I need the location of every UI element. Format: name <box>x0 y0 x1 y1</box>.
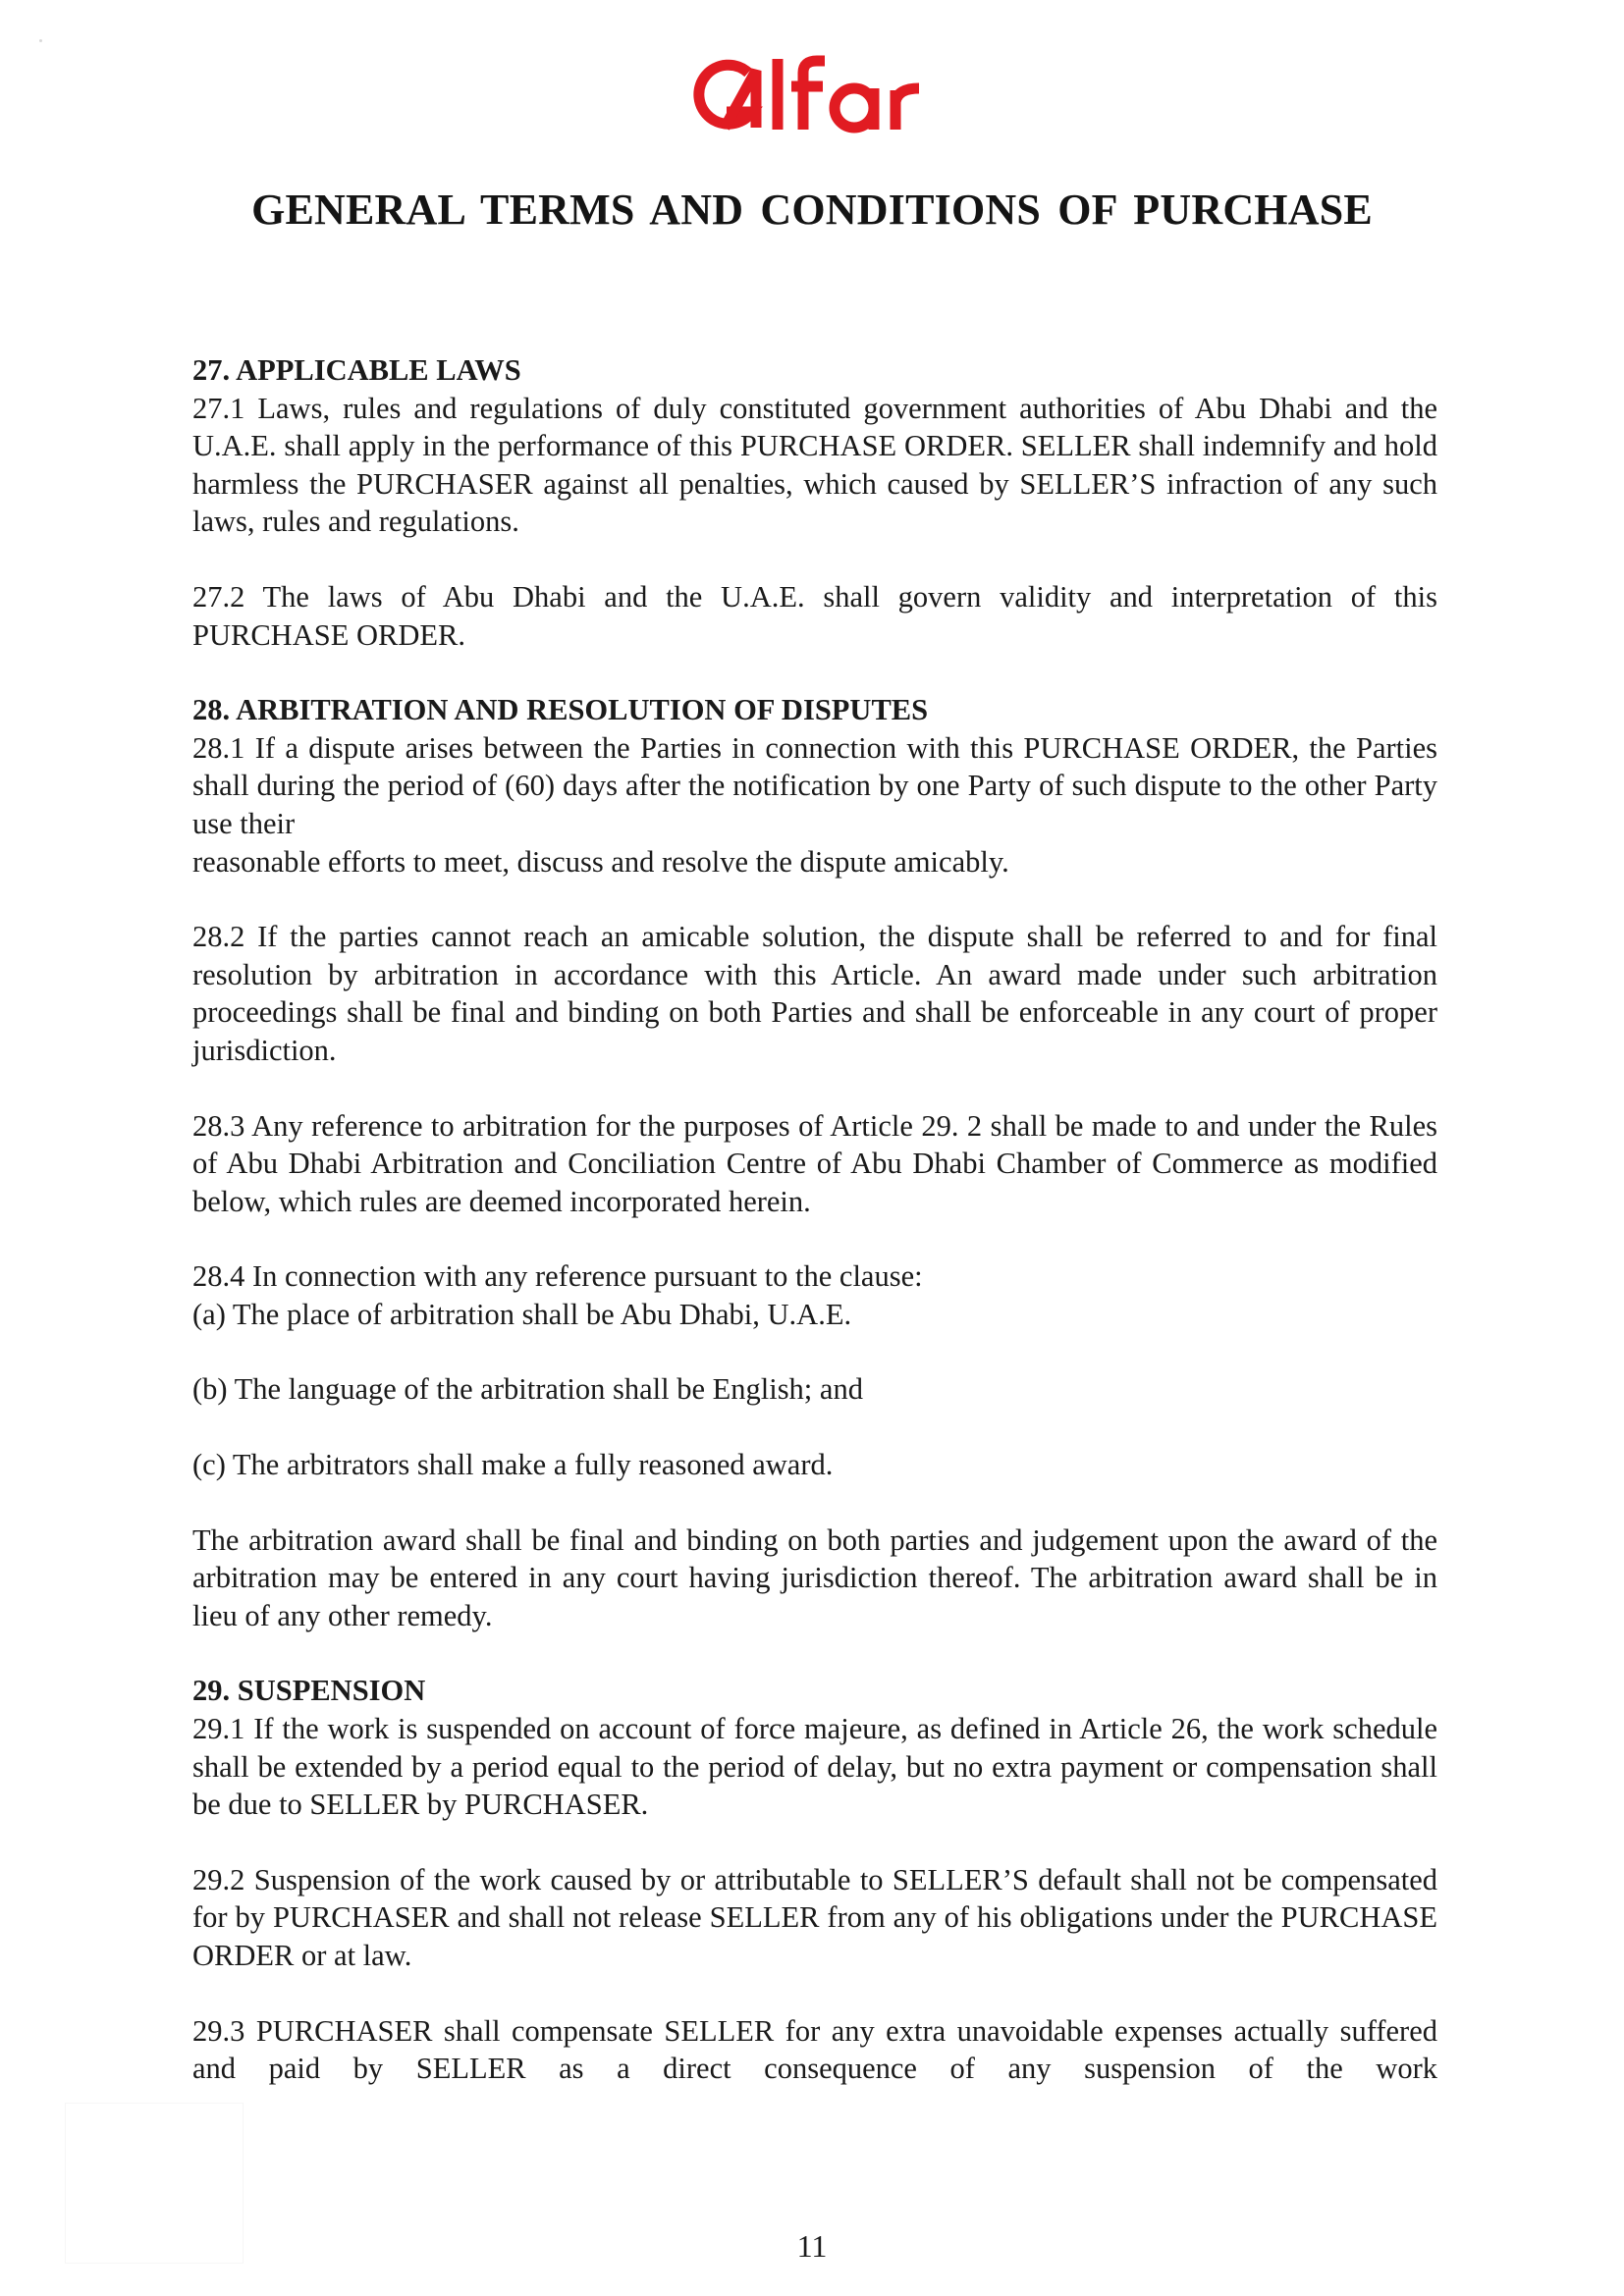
clause-28-1-continued: reasonable efforts to meet, discuss and resolve the dispute amicably. <box>192 844 1009 879</box>
galfar-logo-icon <box>687 51 943 139</box>
clause-28-1: 28.1 If a dispute arises between the Parties in connection with this PURCHASE ORDER, the Parties shall during the period of (60) days after the notification by one Party of such dispute to the other Party use their <box>192 730 1437 840</box>
document-body <box>192 351 1437 2088</box>
page-number: 11 <box>796 2228 828 2264</box>
clause-28-2: 28.2 If the parties cannot reach an amicable solution, the dispute shall be referred to and for final resolution by arbitration in accordance with this Article. An award made under such arbitration proceedings shall be final and binding on both Parties and shall be enforceable in any court of proper jurisdiction. <box>192 920 1437 1067</box>
galfar-logo <box>687 51 943 139</box>
clause-29-2: 29.2 Suspension of the work caused by or attributable to SELLER’S default shall not be compensated for by PURCHASER and shall not release SELLER from any of his obligations under the PURCHASE ORDER or at law. <box>192 1862 1437 1972</box>
section-28-heading: 28. ARBITRATION AND RESOLUTION OF DISPUTES <box>192 693 929 727</box>
clause-28-3: 28.3 Any reference to arbitration for the purposes of Article 29. 2 shall be made to and under the Rules of Abu Dhabi Arbitration and Conciliation Centre of Abu Dhabi Chamber of Commerce as modified below, which rules are deemed incorporated herein. <box>192 1108 1437 1218</box>
clause-27-2: 27.2 The laws of Abu Dhabi and the U.A.E. shall govern validity and interpretation of this PURCHASE ORDER. <box>192 579 1437 652</box>
page-title: GENERAL TERMS AND CONDITIONS OF PURCHASE <box>251 186 1373 234</box>
clause-29-1: 29.1 If the work is suspended on account of force majeure, as defined in Article 26, the work schedule shall be extended by a period equal to the period of delay, but no extra payment or compensation shall be due to SELLER by PURCHASER. <box>192 1712 1437 1822</box>
clause-28-4-a: (a) The place of arbitration shall be Abu Dhabi, U.A.E. <box>192 1297 852 1331</box>
clause-28-4: 28.4 In connection with any reference pursuant to the clause: <box>192 1259 923 1294</box>
scan-speck <box>39 39 42 42</box>
clause-27-1: 27.1 Laws, rules and regulations of duly constituted government authorities of Abu Dhabi and the U.A.E. shall apply in the performance of this PURCHASE ORDER. SELLER shall indemnify and hold harmless the PURCHASER against all penalties, which caused by SELLER’S infraction of any such laws, rules and regulations. <box>192 391 1437 539</box>
clause-28-4-c: (c) The arbitrators shall make a fully reasoned award. <box>192 1448 834 1482</box>
section-29-heading: 29. SUSPENSION <box>192 1674 426 1708</box>
clause-28-award: The arbitration award shall be final and binding on both parties and judgement upon the award of the arbitration may be entered in any court having jurisdiction thereof. The arbitration award shall be in lieu of any other remedy. <box>192 1522 1437 1632</box>
section-27-heading: 27. APPLICABLE LAWS <box>192 353 521 387</box>
clause-28-4-b: (b) The language of the arbitration shall be English; and <box>192 1372 863 1407</box>
clause-29-3: 29.3 PURCHASER shall compensate SELLER for any extra unavoidable expenses actually suffered and paid by SELLER as a direct consequence of any suspension of the work <box>192 2013 1437 2086</box>
